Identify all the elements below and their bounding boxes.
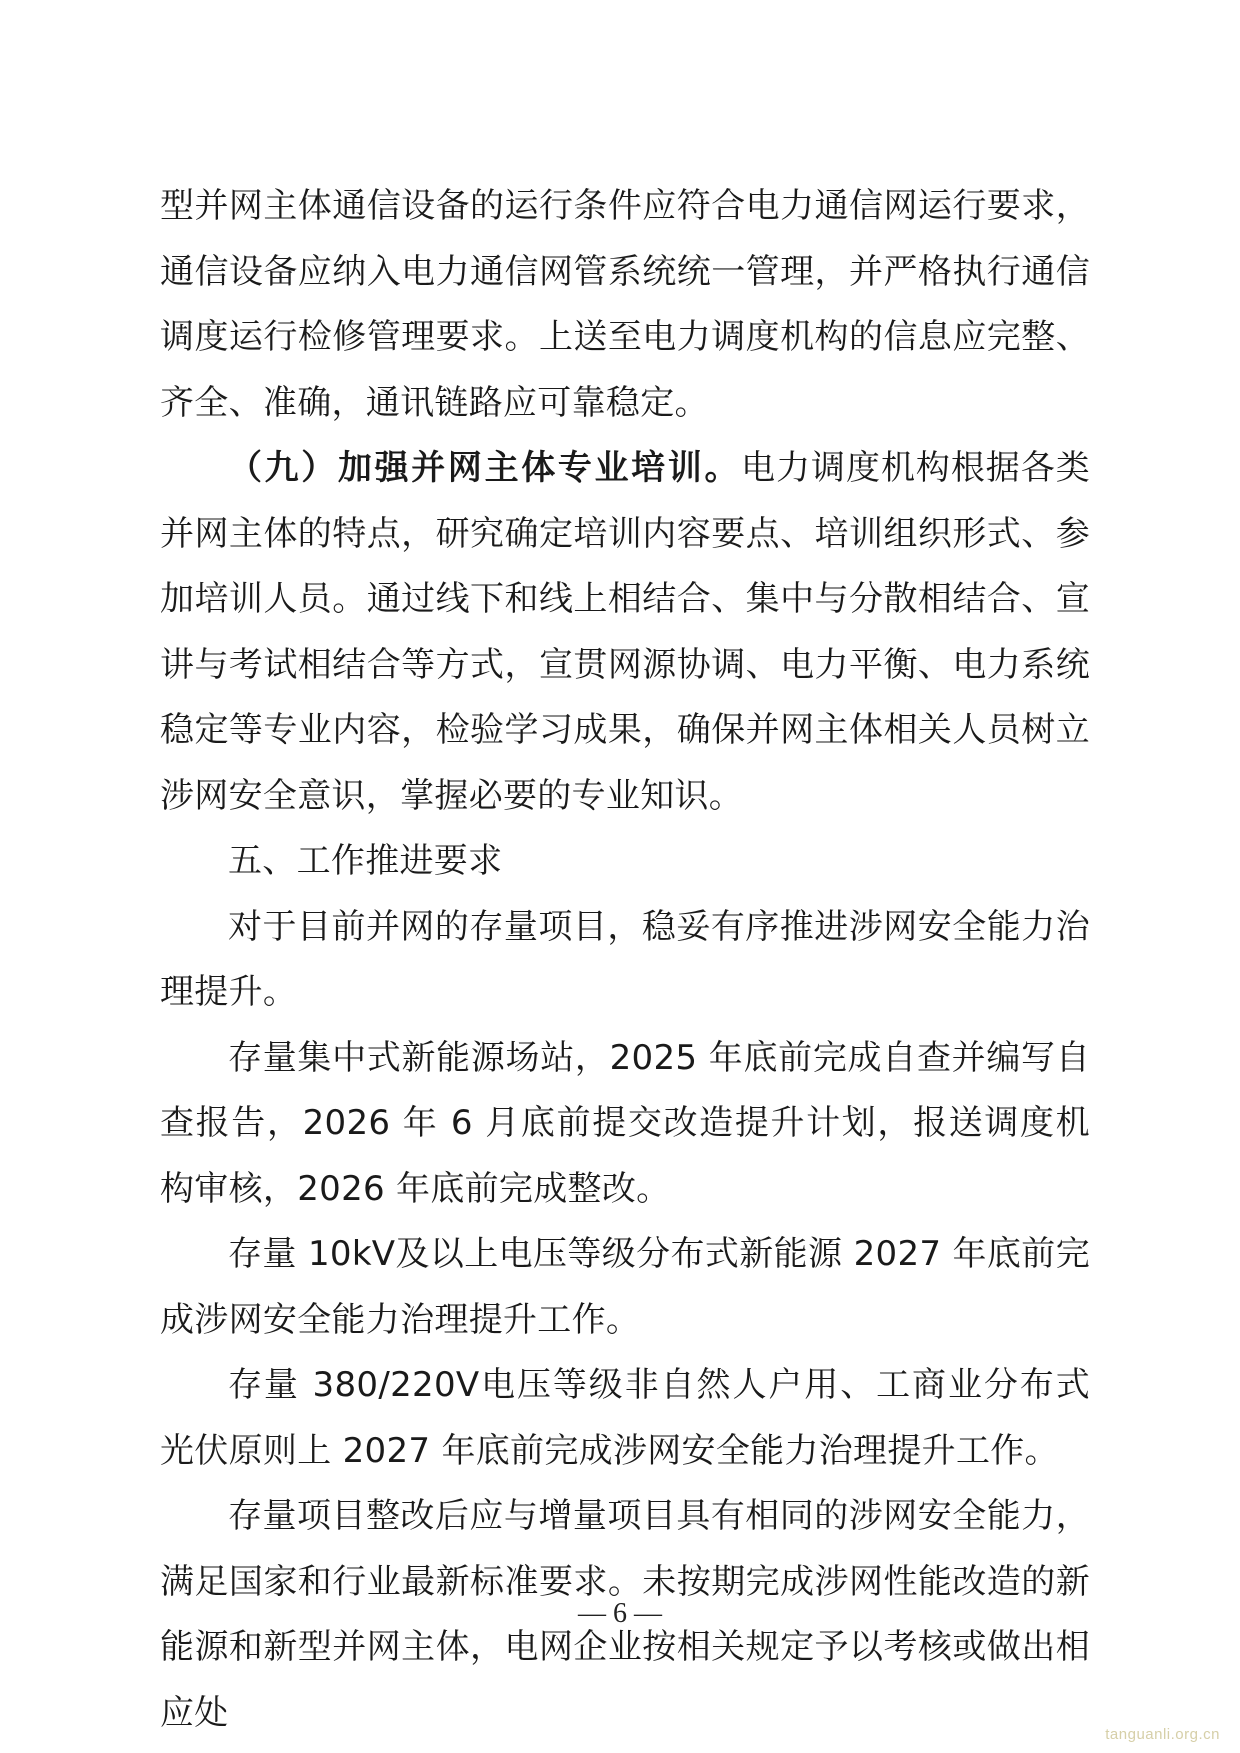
paragraph-section-nine: （九）加强并网主体专业培训。电力调度机构根据各类并网主体的特点，研究确定培训内容要点、培训组织形式、参加培训人员。通过线下和线上相结合、集中与分散相结合、宣讲与考试相结合等方式，宣贯网源协调、电力平衡、电力系统稳定等专业内容，检验学习成果，确保并网主体相关人员树立涉网安全意识，掌握必要的专业知识。 xyxy=(160,448,1091,816)
section-heading-five: 五、工作推进要求 xyxy=(228,841,503,881)
paragraph-380v-distributed: 存量 380/220V电压等级非自然人户用、工商业分布式光伏原则上 2027 年底前完成涉网安全能力治理提升工作。 xyxy=(160,1365,1090,1471)
document-body xyxy=(160,174,1090,1746)
watermark-text: tanguanli.org.cn xyxy=(1105,1726,1220,1743)
paragraph-rectification: 存量项目整改后应与增量项目具有相同的涉网安全能力，满足国家和行业最新标准要求。未按期完成涉网性能改造的新能源和新型并网主体，电网企业按相关规定予以考核或做出相应处 xyxy=(160,1496,1090,1733)
paragraph-centralized-stations: 存量集中式新能源场站，2025 年底前完成自查并编写自查报告，2026 年 6 月底前提交改造提升计划，报送调度机构审核，2026 年底前完成整改。 xyxy=(160,1037,1090,1209)
paragraph-continuation: 型并网主体通信设备的运行条件应符合电力通信网运行要求，通信设备应纳入电力通信网管系统统一管理，并严格执行通信调度运行检修管理要求。上送至电力调度机构的信息应完整、齐全、准确，通讯链路应可靠稳定。 xyxy=(160,186,1090,423)
paragraph-10kv-distributed: 存量 10kV及以上电压等级分布式新能源 2027 年底前完成涉网安全能力治理提升工作。 xyxy=(160,1234,1090,1340)
section-heading-nine: （九）加强并网主体专业培训。 xyxy=(228,448,742,488)
page-number: — 6 — xyxy=(578,1598,662,1629)
paragraph-existing-projects: 对于目前并网的存量项目，稳妥有序推进涉网安全能力治理提升。 xyxy=(160,906,1090,1012)
